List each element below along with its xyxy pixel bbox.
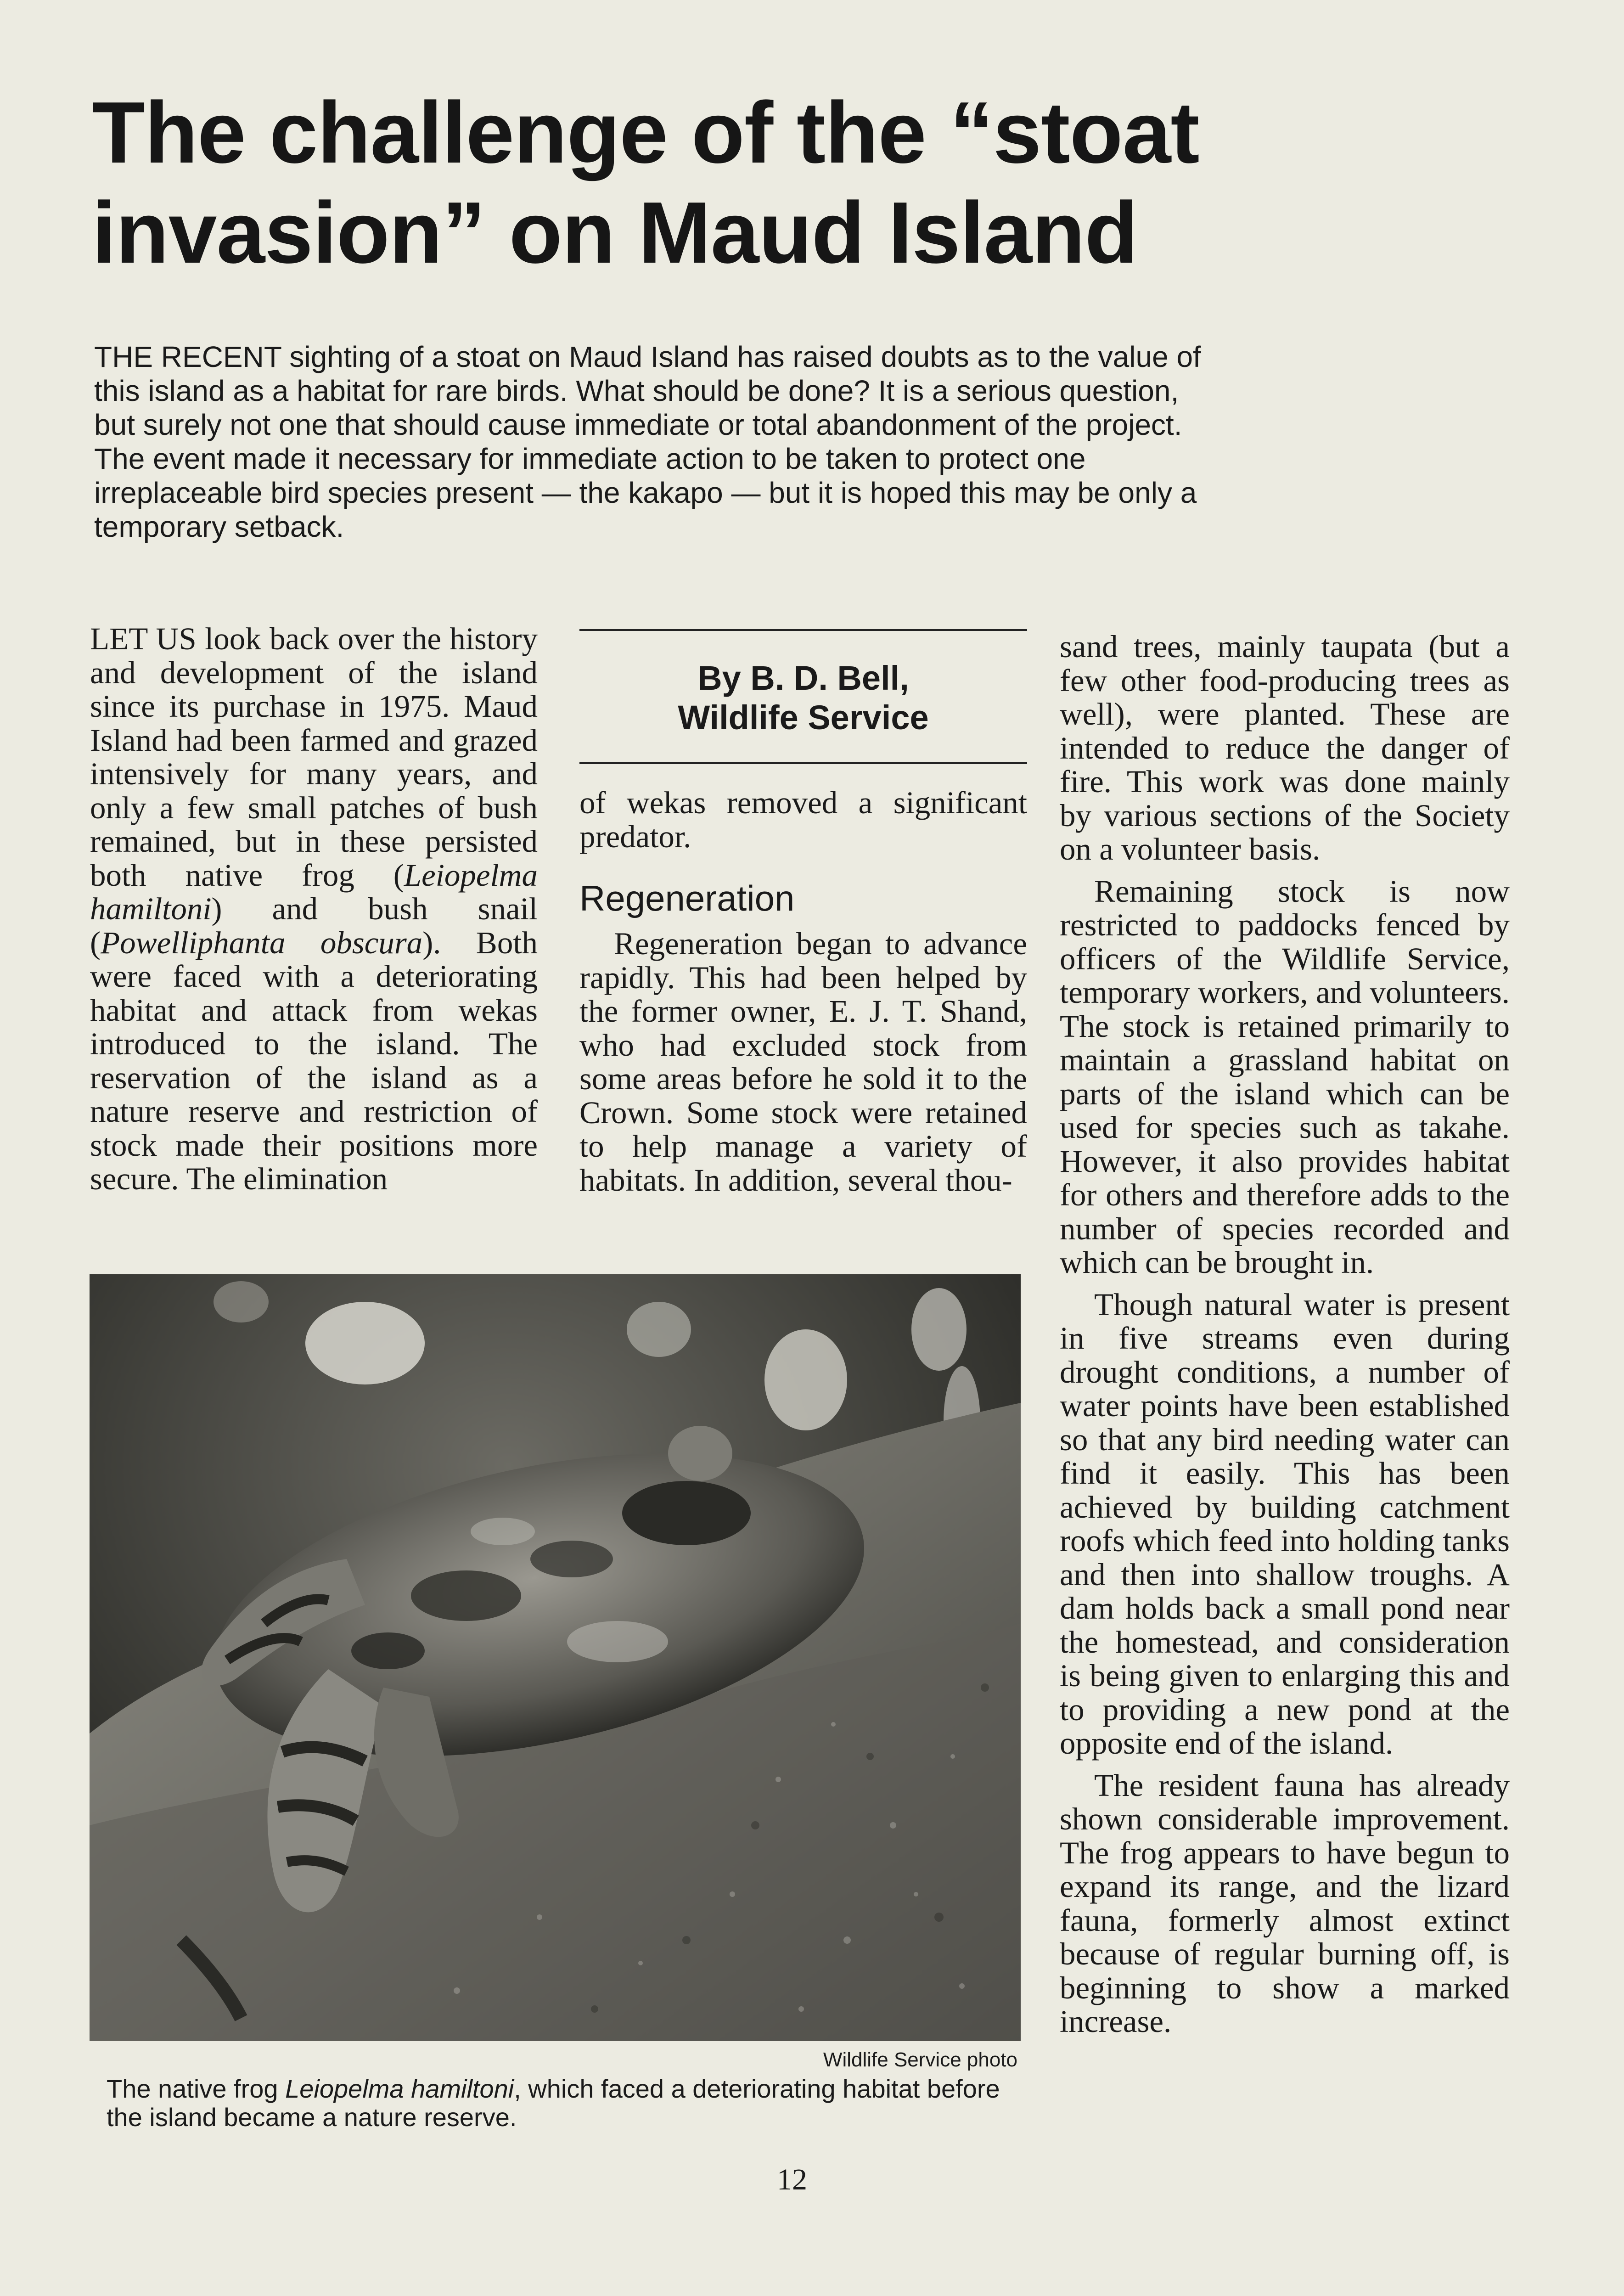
- column-1: [90, 622, 538, 1196]
- frog-photo-illustration: [90, 1274, 1021, 2041]
- byline-affiliation: Wildlife Service: [678, 698, 929, 737]
- title-line-1: The challenge of the “stoat: [92, 84, 1199, 181]
- col3-paragraph-1: sand trees, mainly taupata (but a few other food-producing trees as well), were planted. These are intended to reduce the danger of fire. This work was done mainly by various sections of the Society on a volunteer basis.: [1060, 629, 1510, 867]
- italic-species-frog: Leiopelma hamiltoni: [90, 857, 538, 926]
- italic-species-caption: Leiopelma hamiltoni: [285, 2074, 514, 2103]
- text-run: ). Both were faced with a deteriorating habitat and attack from wekas introduced to the island. The reservation of the island as a nature reserve and restriction of stock made their positions more secure. The elimination: [90, 925, 538, 1196]
- photo-caption: [107, 2075, 1025, 2132]
- column-2: [579, 786, 1027, 1197]
- intro-paragraph: THE RECENT sighting of a stoat on Maud Island has raised doubts as to the value of this island as a habitat for rare birds. What should be done? It is a serious question, but surely not one that should cause immediate or total abandonment of the project. The event made it necessary for immediate action to be taken to protect one irreplaceable bird species present — the kakapo — but it is hoped this may be only a temporary setback.: [94, 340, 1201, 543]
- photo-credit: Wildlife Service photo: [823, 2048, 1017, 2071]
- byline-author: By B. D. Bell,: [697, 659, 909, 697]
- text-run: LET US look back over the history and development of the island since its purchase in 1975. Maud Island had been farmed and grazed intensively for many years, and only a few small patches of bush remained, but in these persisted both native frog (: [90, 621, 538, 893]
- column-3: [1060, 630, 1510, 2039]
- col2-paragraph-1: of wekas removed a significant predator.: [579, 785, 1027, 854]
- italic-species-snail: Powelliphanta obscura: [100, 925, 423, 960]
- byline: [579, 629, 1027, 764]
- text-run: ) and bush snail (: [90, 891, 538, 960]
- text-run: , which faced a deteriorating habitat before the island became a nature reserve.: [107, 2074, 1000, 2132]
- col2-paragraph-2: Regeneration began to advance rapidly. This had been helped by the former owner, E. J. T. Shand, who had excluded stock from some areas before he sold it to the Crown. Some stock were retained to help manage a variety of habitats. In addition, several thou-: [579, 926, 1027, 1198]
- col3-paragraph-4: The resident fauna has already shown considerable improvement. The frog appears to have begun to expand its range, and the lizard fauna, formerly almost extinct because of regular burning off, is beginning to show a marked increase.: [1060, 1767, 1510, 2039]
- frog-photo: [90, 1274, 1021, 2041]
- title-line-2: invasion” on Maud Island: [92, 184, 1138, 281]
- article-title: [92, 83, 1286, 283]
- section-heading: Regeneration: [579, 878, 795, 918]
- col3-paragraph-3: Though natural water is present in five streams even during drought conditions, a number of water points have been established so that any bird needing water can find it easily. This has been achieved by building catchment roofs which feed into holding tanks and then into shallow troughs. A dam holds back a small pond near the homestead, and consideration is being given to enlarging this and to providing a new pond at the opposite end of the island.: [1060, 1287, 1510, 1761]
- page-number: 12: [777, 2163, 807, 2196]
- text-run: The native frog: [107, 2074, 286, 2103]
- col3-paragraph-2: Remaining stock is now restricted to paddocks fenced by officers of the Wildlife Service, temporary workers, and volunteers. The stock is retained primarily to maintain a grassland habitat on parts of the island which can be used for species such as takahe. However, it also provides habitat for others and therefore adds to the number of species recorded and which can be brought in.: [1060, 873, 1510, 1280]
- col1-paragraph: [90, 622, 538, 1196]
